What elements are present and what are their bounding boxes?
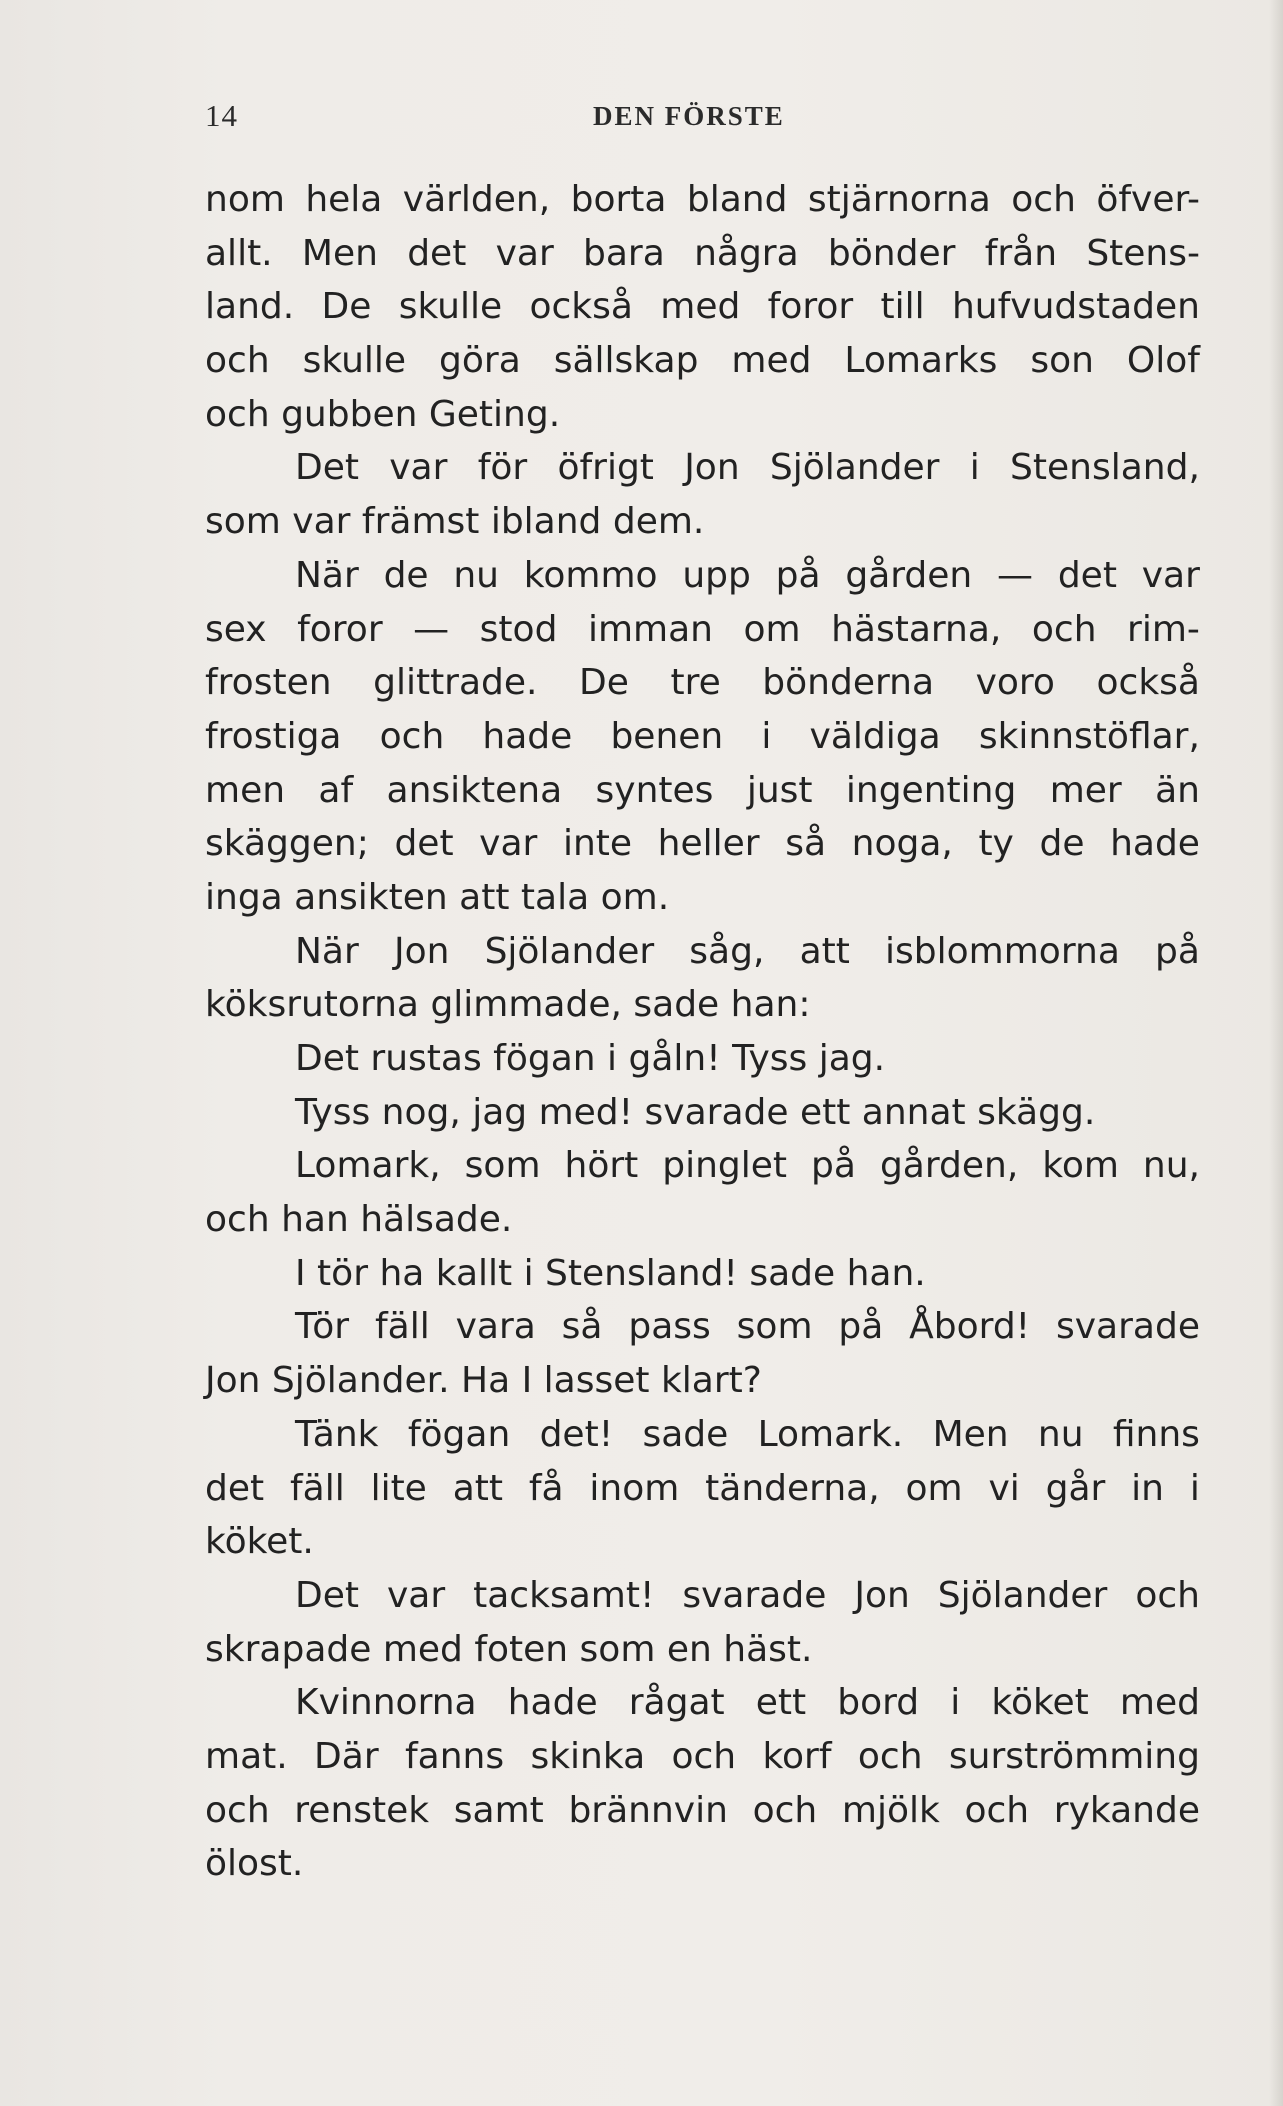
text-line: nom hela världen, borta bland stjärnorna och öfver- [205,179,1200,220]
text-line: det fäll lite att få inom tänderna, om vi går in i [205,1467,1200,1509]
text-line: och skulle göra sällskap med Lomarks son Olof [205,340,1200,382]
text-line: Det rustas fögan i gåln! Tyss jag. [295,1038,886,1079]
text-line: och renstek samt brännvin och mjölk och rykande [205,1789,1200,1831]
text-line: och gubben Geting. [205,393,561,435]
text-line: köket. [205,1521,314,1563]
text-line: Tör fäll vara så pass som på Åbord! svarade [295,1306,1200,1348]
text-line: och han hälsade. [205,1199,513,1241]
text-line: land. De skulle också med foror till hufvudstaden [205,286,1200,328]
text-line: När de nu kommo upp på gården — det var [295,554,1200,596]
page-number: 14 [205,98,238,133]
body-text [205,173,1200,1891]
text-line: Det var för öfrigt Jon Sjölander i Stensland, [295,447,1200,489]
text-line: frosten glittrade. De tre bönderna voro också [205,662,1200,704]
text-line: frostiga och hade benen i väldiga skinnstöflar, [205,715,1200,757]
text-line: Tänk fögan det! sade Lomark. Men nu finns [295,1413,1200,1455]
text-line: När Jon Sjölander såg, att isblommorna på [295,930,1200,972]
running-title: DEN FÖRSTE [593,101,785,131]
text-line: inga ansikten att tala om. [205,876,670,918]
text-line: Lomark, som hört pinglet på gården, kom nu, [295,1145,1200,1187]
text-line: som var främst ibland dem. [205,501,705,543]
text-line: ölost. [205,1843,304,1885]
page-header [205,98,1200,148]
text-line: skrapade med foten som en häst. [205,1628,813,1670]
text-line: Jon Sjölander. Ha I lasset klart? [205,1360,762,1402]
text-line: skäggen; det var inte heller så noga, ty de hade [205,823,1200,865]
text-line: mat. Där fanns skinka och korf och surströmming [205,1735,1200,1777]
text-line: sex foror — stod imman om hästarna, och rim- [205,608,1200,650]
text-line: köksrutorna glimmade, sade han: [205,984,811,1026]
text-line: Kvinnorna hade rågat ett bord i köket med [295,1682,1200,1724]
text-line: Det var tacksamt! svarade Jon Sjölander och [295,1574,1200,1616]
text-line: Tyss nog, jag med! svarade ett annat skägg. [295,1091,1096,1133]
text-line: men af ansiktena syntes just ingenting mer än [205,769,1200,811]
text-line: allt. Men det var bara några bönder från Stens- [205,232,1200,274]
text-line: I tör ha kallt i Stensland! sade han. [295,1252,926,1294]
